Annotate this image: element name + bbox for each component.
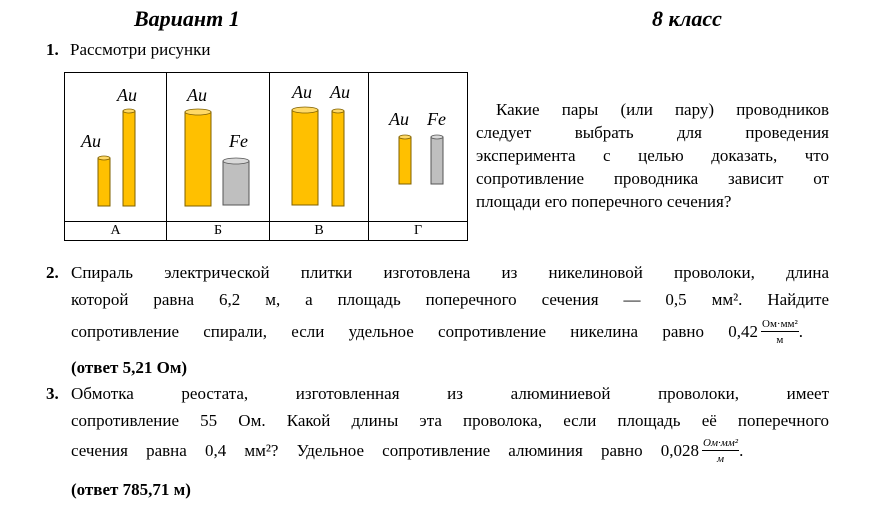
q2-resistivity-unit <box>761 318 799 346</box>
unit-denominator: м <box>717 453 725 465</box>
label-au: Au <box>292 82 312 102</box>
label-au: Au <box>330 82 350 102</box>
q2-number: 2. <box>46 263 59 282</box>
figure-cell-b <box>167 73 270 222</box>
q1-line: Какие пары (или пару) проводников <box>496 100 829 119</box>
caption-b: Б <box>167 222 270 241</box>
q2-answer: (ответ 5,21 Ом) <box>71 358 188 377</box>
unit-denominator: м <box>776 334 784 346</box>
label-au: Au <box>389 109 409 129</box>
unit-numerator: Ом·мм² <box>762 318 798 330</box>
q1-line: эксперимента с целью доказать, что <box>476 146 829 165</box>
q3-line3 <box>71 437 743 465</box>
q2-line3 <box>71 318 803 346</box>
q2-line2: которой равна 6,2 м, а площадь поперечного сечения — 0,5 мм². Найдите <box>71 290 829 309</box>
label-au: Au <box>81 131 101 151</box>
variant-title: Вариант 1 <box>134 6 240 31</box>
label-fe: Fe <box>229 131 248 151</box>
q1-line: площади его поперечного сечения? <box>476 192 732 211</box>
figure-b-conductors <box>167 73 269 216</box>
q1-question <box>476 98 829 213</box>
period: . <box>798 322 804 341</box>
label-fe: Fe <box>427 109 446 129</box>
q2-line3-text: сопротивление спирали, если удельное сопротивление никелина равно 0,42 <box>71 322 758 341</box>
caption-v: В <box>270 222 369 241</box>
figure-cell-v <box>270 73 369 222</box>
unit-numerator: Ом·мм² <box>703 437 739 449</box>
q3-line2: сопротивление 55 Ом. Какой длины эта проволока, если площадь её поперечного <box>71 411 829 430</box>
q3-resistivity-unit <box>702 437 739 465</box>
q1-line: сопротивление проводника зависит от <box>476 169 829 188</box>
figure-g-conductors <box>369 73 467 216</box>
q2-line1: Спираль электрической плитки изготовлена из никелиновой проволоки, длина <box>71 263 829 282</box>
figure-v-conductors <box>270 73 368 216</box>
label-au: Au <box>117 85 137 105</box>
q3-line1: Обмотка реостата, изготовленная из алюминиевой проволоки, имеет <box>71 384 829 403</box>
q1-figure <box>64 72 468 241</box>
label-au: Au <box>187 85 207 105</box>
period: . <box>739 441 744 460</box>
figure-cell-g <box>369 73 468 222</box>
q1-line: следует выбрать для проведения <box>476 123 829 142</box>
caption-g: Г <box>369 222 468 241</box>
q3-line3-text: сечения равна 0,4 мм²? Удельное сопротивление алюминия равно 0,028 <box>71 441 699 460</box>
q3-number: 3. <box>46 384 59 403</box>
figure-cell-a <box>65 73 167 222</box>
q3-answer: (ответ 785,71 м) <box>71 480 191 499</box>
grade-title: 8 класс <box>652 6 722 31</box>
caption-a: А <box>65 222 167 241</box>
q1-number: 1. <box>46 40 59 59</box>
q1-title: Рассмотри рисунки <box>70 40 211 59</box>
